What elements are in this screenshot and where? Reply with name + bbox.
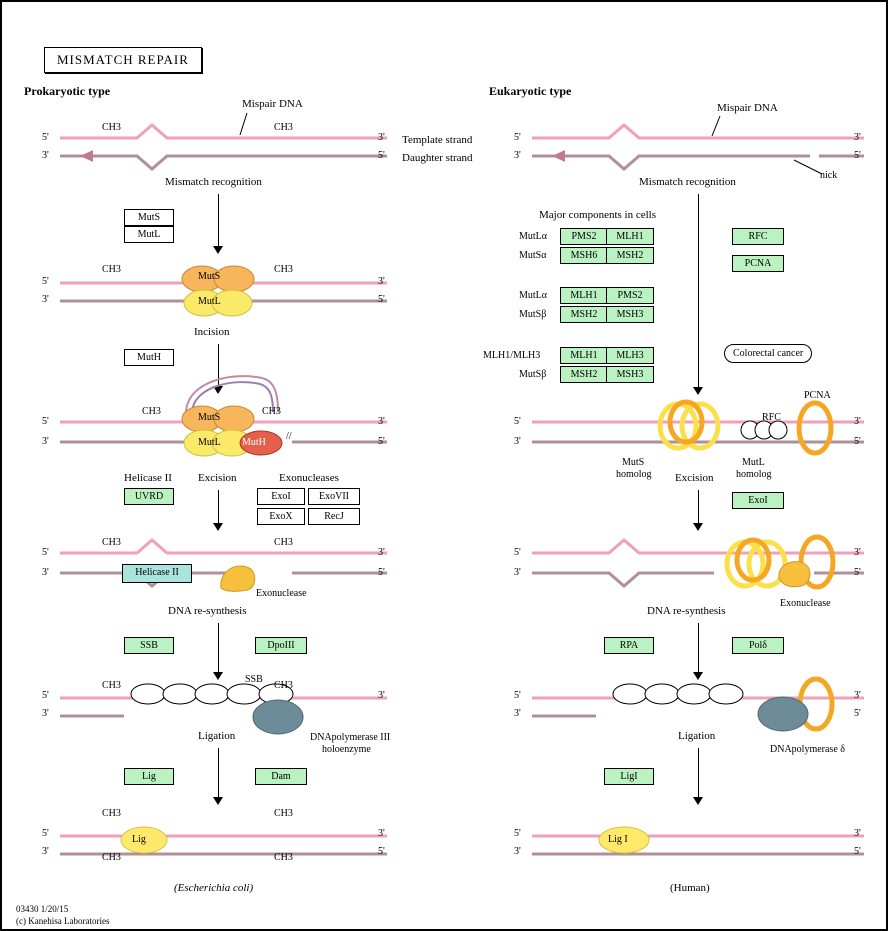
template-strand-label: Template strand [402, 134, 473, 146]
protein-helicase-ii-prok: Helicase II [122, 564, 192, 583]
box-dam[interactable]: Dam [255, 768, 307, 785]
five-prime-s4-top-prok: 5' [42, 547, 49, 558]
five-prime-s2-top-euk: 5' [514, 416, 521, 427]
five-prime-s2-top-prok: 5' [42, 276, 49, 287]
complex-name-mutla-1: MutLα [519, 231, 548, 242]
helicase-ii-label: Helicase II [124, 472, 172, 484]
protein-label-muts-prok-2: MutS [198, 412, 221, 423]
ch3-label-prok-2: CH3 [274, 122, 293, 133]
step-excision-prok: Excision [198, 472, 237, 484]
ch3-label-prok-4: CH3 [274, 264, 293, 275]
gene-box-msh2-2[interactable]: MSH2 [560, 306, 608, 323]
protein-label-mutl-prok-2: MutL [198, 437, 221, 448]
arrow-head-euk-1 [693, 387, 703, 395]
three-prime-bottom-euk: 3' [514, 150, 521, 161]
box-ssb[interactable]: SSB [124, 637, 174, 654]
box-rfc[interactable]: RFC [732, 228, 784, 245]
box-muth[interactable]: MutH [124, 349, 174, 366]
protein-label-pold-euk: DNApolymerase δ [770, 744, 845, 755]
protein-label-ligi-euk: Lig I [608, 834, 628, 845]
prokaryotic-heading: Prokaryotic type [24, 84, 111, 98]
five-prime-top-euk: 5' [514, 132, 521, 143]
complex-name-mutla-2: MutLα [519, 290, 548, 301]
complex-name-mlh1-mlh3: MLH1/MLH3 [483, 350, 541, 361]
box-ligi[interactable]: LigI [604, 768, 654, 785]
dna-pol-iii-shape-prok [252, 697, 308, 739]
page-title: MISMATCH REPAIR [44, 47, 202, 73]
box-lig[interactable]: Lig [124, 768, 174, 785]
protein-label-muth-prok: MutH [242, 437, 266, 448]
three-prime-s5-bottom-prok: 3' [42, 708, 49, 719]
gene-box-msh2-1[interactable]: MSH2 [606, 247, 654, 264]
arrow-head-euk-2 [693, 523, 703, 531]
exonuclease-shape-prok [217, 562, 257, 594]
three-prime-s5-right-euk: 3' [854, 828, 861, 839]
box-dpoiii[interactable]: DpoIII [255, 637, 307, 654]
protein-label-mutl-homolog-2: homolog [736, 469, 772, 480]
five-prime-s2-right-euk: 5' [854, 436, 861, 447]
five-prime-s6-right-prok: 5' [378, 846, 385, 857]
box-exoi[interactable]: ExoI [257, 488, 305, 505]
protein-label-ssb-prok: SSB [245, 674, 263, 685]
mispair-dna-label-euk: Mispair DNA [717, 102, 778, 114]
five-prime-s3-right-euk: 5' [854, 567, 861, 578]
gene-box-mlh1-2[interactable]: MLH1 [560, 287, 608, 304]
box-uvrd[interactable]: UVRD [124, 488, 174, 505]
step-excision-euk: Excision [675, 472, 714, 484]
three-prime-s5-bottom-euk: 3' [514, 846, 521, 857]
daughter-strand-arrow-euk [552, 150, 565, 162]
complex-name-mutsa: MutSα [519, 250, 547, 261]
arrow-shaft-euk-1 [698, 194, 699, 389]
ch3-label-prok-11: CH3 [102, 808, 121, 819]
organism-eukaryotic: (Human) [670, 882, 710, 894]
protein-label-rfc-euk: RFC [762, 412, 781, 423]
stage6-strands-prok [42, 822, 387, 862]
three-prime-s3-bottom-euk: 3' [514, 567, 521, 578]
disease-colorectal-cancer[interactable]: Colorectal cancer [724, 344, 812, 363]
three-prime-right-top-prok: 3' [378, 132, 385, 143]
protein-label-pol3-line2-prok: holoenzyme [322, 744, 371, 755]
ch3-label-prok-3: CH3 [102, 264, 121, 275]
five-prime-s3-top-prok: 5' [42, 416, 49, 427]
gene-box-msh2-3[interactable]: MSH2 [560, 366, 608, 383]
five-prime-right-bottom-euk: 5' [854, 150, 861, 161]
box-exovii[interactable]: ExoVII [308, 488, 360, 505]
ch3-label-prok-1: CH3 [102, 122, 121, 133]
arrow-shaft-euk-2 [698, 490, 699, 526]
arrow-shaft-prok-1 [218, 194, 219, 249]
three-prime-s4-right-prok: 3' [378, 547, 385, 558]
euk-excision-complex [717, 532, 847, 602]
footer-copyright: (c) Kanehisa Laboratories [16, 916, 110, 926]
stage4-strands-prok [42, 537, 387, 587]
dna-pol-delta-shape-euk [757, 694, 817, 738]
three-prime-s4-bottom-prok: 3' [42, 567, 49, 578]
step-resynthesis-euk: DNA re-synthesis [647, 605, 726, 617]
gene-box-msh3-2[interactable]: MSH3 [606, 366, 654, 383]
step-resynthesis-prok: DNA re-synthesis [168, 605, 247, 617]
ch3-label-prok-12: CH3 [274, 808, 293, 819]
three-prime-s6-right-prok: 3' [378, 828, 385, 839]
five-prime-s3-right-prok: 5' [378, 436, 385, 447]
organism-prokaryotic: (Escherichia coli) [174, 882, 254, 894]
arrow-shaft-prok-4 [218, 623, 219, 675]
ch3-label-prok-8: CH3 [274, 537, 293, 548]
step-mismatch-recognition-prok: Mismatch recognition [165, 176, 262, 188]
ch3-label-prok-9: CH3 [102, 680, 121, 691]
protein-label-lig-prok: Lig [132, 834, 146, 845]
five-prime-s4-top-euk: 5' [514, 690, 521, 701]
muts-mutl-complex-prok [178, 260, 268, 320]
arrow-head-prok-3 [213, 523, 223, 531]
box-muts[interactable]: MutS [124, 209, 174, 226]
gene-box-mlh1-3[interactable]: MLH1 [560, 347, 608, 364]
arrow-head-euk-3 [693, 672, 703, 680]
gene-box-mlh1-1[interactable]: MLH1 [606, 228, 654, 245]
arrow-head-prok-1 [213, 246, 223, 254]
three-prime-bottom-prok: 3' [42, 150, 49, 161]
three-prime-s2-bottom-prok: 3' [42, 294, 49, 305]
three-prime-s3-right-euk: 3' [854, 547, 861, 558]
box-exox[interactable]: ExoX [257, 508, 305, 525]
three-prime-right-top-euk: 3' [854, 132, 861, 143]
three-prime-s4-right-euk: 3' [854, 690, 861, 701]
exonucleases-label: Exonucleases [279, 472, 339, 484]
five-prime-s6-top-prok: 5' [42, 828, 49, 839]
complex-name-mutsb-2: MutSβ [519, 369, 547, 380]
protein-label-mutl-homolog-1: MutL [742, 457, 765, 468]
protein-label-pcna-euk: PCNA [804, 390, 831, 401]
five-prime-s5-top-euk: 5' [514, 828, 521, 839]
box-pold[interactable]: Polδ [732, 637, 784, 654]
box-exoi-euk[interactable]: ExoI [732, 492, 784, 509]
three-prime-s3-right-prok: 3' [378, 416, 385, 427]
stage1-strands-prok [42, 122, 387, 167]
complex-name-mutsb-1: MutSβ [519, 309, 547, 320]
arrow-head-euk-4 [693, 797, 703, 805]
three-prime-s2-bottom-euk: 3' [514, 436, 521, 447]
gene-box-pms2-2[interactable]: PMS2 [606, 287, 654, 304]
box-recj[interactable]: RecJ [308, 508, 360, 525]
three-prime-s5-right-prok: 3' [378, 690, 385, 701]
protein-label-exonuclease-prok: Exonuclease [256, 588, 307, 599]
protein-label-mutl-prok: MutL [198, 296, 221, 307]
lig-shape-prok [120, 824, 172, 856]
five-prime-top-prok: 5' [42, 132, 49, 143]
ch3-label-prok-6: CH3 [262, 406, 281, 417]
protein-label-muts-homolog-2: homolog [616, 469, 652, 480]
five-prime-s2-right-prok: 5' [378, 294, 385, 305]
three-prime-s2-right-prok: 3' [378, 276, 385, 287]
five-prime-s4-right-prok: 5' [378, 567, 385, 578]
five-prime-s3-top-euk: 5' [514, 547, 521, 558]
rpa-beads-euk [612, 680, 762, 708]
protein-label-exonuclease-euk: Exonuclease [780, 598, 831, 609]
gene-box-msh3-1[interactable]: MSH3 [606, 306, 654, 323]
box-mutl[interactable]: MutL [124, 226, 174, 243]
ch3-label-prok-13: CH3 [102, 852, 121, 863]
step-ligation-euk: Ligation [678, 730, 716, 742]
step-mismatch-recognition-euk: Mismatch recognition [639, 176, 736, 188]
daughter-strand-label: Daughter strand [402, 152, 473, 164]
three-prime-s2-right-euk: 3' [854, 416, 861, 427]
three-prime-s6-bottom-prok: 3' [42, 846, 49, 857]
ch3-label-prok-7: CH3 [102, 537, 121, 548]
three-prime-s3-bottom-prok: 3' [42, 436, 49, 447]
three-prime-s4-bottom-euk: 3' [514, 708, 521, 719]
box-pcna[interactable]: PCNA [732, 255, 784, 272]
arrow-shaft-euk-4 [698, 748, 699, 800]
step-incision-prok: Incision [194, 326, 230, 338]
arrow-head-prok-4 [213, 672, 223, 680]
five-prime-s5-right-euk: 5' [854, 846, 861, 857]
protein-label-muts-prok: MutS [198, 271, 221, 282]
ch3-label-prok-14: CH3 [274, 852, 293, 863]
daughter-strand-arrow-prok [80, 150, 93, 162]
gene-box-pms2[interactable]: PMS2 [560, 228, 608, 245]
step-ligation-prok: Ligation [198, 730, 236, 742]
arrow-head-prok-5 [213, 797, 223, 805]
five-prime-right-bottom-prok: 5' [378, 150, 385, 161]
arrow-shaft-euk-3 [698, 623, 699, 675]
nick-label-euk: nick [820, 170, 838, 181]
box-rpa[interactable]: RPA [604, 637, 654, 654]
five-prime-s5-top-prok: 5' [42, 690, 49, 701]
eukaryotic-heading: Eukaryotic type [489, 84, 572, 98]
ch3-label-prok-10: CH3 [274, 680, 293, 691]
five-prime-s4-right-euk: 5' [854, 708, 861, 719]
protein-label-pol3-prok: DNApolymerase III [310, 732, 391, 743]
arrow-shaft-prok-5 [218, 748, 219, 800]
stage5-strands-euk [514, 822, 866, 862]
footer-id: 03430 1/20/15 [16, 904, 69, 914]
nick-pointer-euk [792, 158, 842, 180]
nick-slash-prok: // [286, 431, 292, 442]
arrow-shaft-prok-3 [218, 490, 219, 526]
gene-box-mlh3[interactable]: MLH3 [606, 347, 654, 364]
protein-label-muts-homolog-1: MutS [622, 457, 645, 468]
euk-recognition-complex [650, 400, 840, 460]
ch3-label-prok-5: CH3 [142, 406, 161, 417]
mispair-dna-label-prok: Mispair DNA [242, 98, 303, 110]
gene-box-msh6[interactable]: MSH6 [560, 247, 608, 264]
major-components-label: Major components in cells [539, 209, 657, 221]
